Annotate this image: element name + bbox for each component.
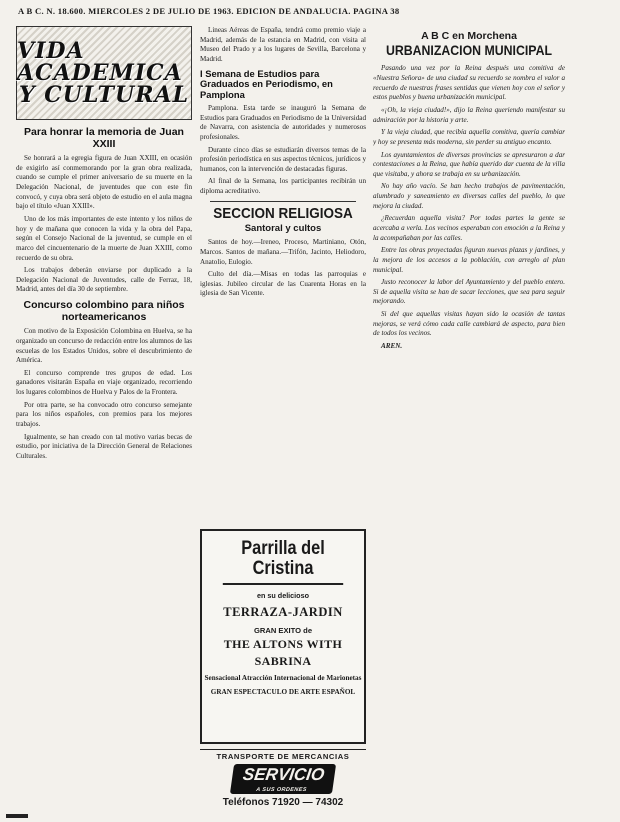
column-3: [373, 26, 565, 816]
logo-subtext: A SUS ORDENES: [255, 787, 308, 793]
ad-band-2: SABRINA: [254, 653, 312, 668]
ad-title: Parrilla del Cristina: [223, 539, 343, 585]
paragraph: Si del que aquellas visitas hayan sido la ocasión de tantas mejoras, se verá cómo cada calle cambiará de aspecto, para bien de todos los vecinos.: [373, 310, 565, 338]
byline: AREN.: [381, 342, 403, 351]
paragraph: Con motivo de la Exposición Colombina en Huelva, se ha organizado un concurso de redacción entre los alumnos de las escuelas de los Estados Unidos, sobre el descubrimiento de América.: [16, 327, 192, 365]
abc-en-morchena: A B C en Morchena: [421, 30, 517, 42]
ad-subtitle: en su delicioso: [257, 590, 309, 600]
ad-band-1: THE ALTONS WITH: [223, 636, 343, 651]
print-mark: [6, 814, 28, 818]
paragraph: Uno de los más importantes de este intento y los niños de hoy y de mañana que conocen la vida y la obra del Papa, según el Consejo Nacional de la juventud, se cumple en el marco del cincuentenario de la muerte de Juan XXIII, como recuerdo de su obra.: [16, 214, 192, 262]
paragraph: Pasando una vez por la Reina después una comitiva de «Nuestra Señora» de una ciudad su recuerdo se nombra el valor a recuerdo de nuestras frases sentidas que vienen hoy con el señor y estos pueblos y buena urbanización municipal.: [373, 64, 565, 102]
servicio-logo: [230, 764, 336, 794]
transport-heading: TRANSPORTE DE MERCANCIAS: [200, 749, 366, 761]
page-header: A B C. N. 18.600. MIERCOLES 2 DE JULIO DE 1963. EDICION DE ANDALUCIA. PAGINA 38: [18, 6, 400, 16]
paragraph: Pamplona. Esta tarde se inauguró la Semana de Estudios para Graduados en Periodismo de la Universidad de Navarra, con asistencia de autoridades y numerosos profesionales.: [200, 104, 366, 141]
column-2: [200, 26, 366, 526]
paragraph: Justo reconocer la labor del Ayuntamiento y del pueblo entero. Si de aquella visita se han de sacar lecciones, que sea para seguir mejorando.: [373, 278, 565, 306]
telephone-numbers: Teléfonos 71920 — 74302: [222, 797, 344, 808]
paragraph: El concurso comprende tres grupos de edad. Los ganadores visitarán España en viaje organizado, recorriendo los lugares colombinos de Huelva y Palos de la Frontera.: [16, 368, 192, 397]
banner-line-1: VIDA ACADEMICA: [17, 38, 183, 86]
paragraph: «¡Oh, la vieja ciudad!», dijo la Reina queriendo manifestar su admiración por la historia y arte.: [373, 105, 565, 124]
headline-urbanizacion: URBANIZACION MUNICIPAL: [385, 42, 553, 58]
paragraph: No hay año vacío. Se han hecho trabajos de pavimentación, alumbrado y saneamiento en diversas calles del pueblo, lo que mejora la ciudad.: [373, 182, 565, 210]
paragraph: Santos de hoy.—Ireneo, Proceso, Martiniano, Otón, Marcos. Santos de mañana.—Trifón, Jacinto, Heliodoro, Anatolio, Eulogio.: [200, 238, 366, 266]
banner-line-2: Y CULTURAL: [18, 82, 190, 108]
ad-terraza: TERRAZA-JARDIN: [223, 604, 343, 619]
advertisement-parrilla-cristina: [200, 529, 366, 744]
paragraph: Se honrará a la egregia figura de Juan XXIII, en ocasión de exigirlo así conmemorando por la gran obra realizada, cuando se cumple el primer aniversario de su muerte en la Delegación Nacional, de juventudes que con este fin convocó, y cuya obra será objeto de estudio en el aula magna bajo el título «Juan XXIII».: [16, 154, 192, 211]
logo-text: SERVICIO: [241, 765, 326, 784]
subheadline-santoral: Santoral y cultos: [244, 223, 322, 235]
ad-exito: GRAN EXITO de: [253, 625, 313, 635]
column-1: [16, 26, 192, 816]
divider: [210, 201, 356, 202]
ad-line-2: GRAN ESPECTACULO DE ARTE ESPAÑOL: [210, 688, 356, 697]
paragraph: Lineas Aéreas de España, tendrá como premio viaje a Madrid, además de la estancia en Madrid, con visita al Museo del Prado y a los lugares de Sevilla, Barcelona y Madrid.: [200, 26, 366, 63]
advertisement-transporte: [200, 749, 366, 819]
headline-concurso: Concurso colombino para niños norteamericanos: [23, 299, 185, 324]
paragraph: Los ayuntamientos de diversas provincias se apresuraron a dar contestaciones a la Reina, que había querido dar cuenta de la villa que visitaba, y ahora se trabaja en su urbanización.: [373, 150, 565, 178]
ad-line-1: Sensacional Atracción Internacional de Marionetas: [204, 673, 362, 682]
headline-seccion-religiosa: SECCION RELIGIOSA: [213, 204, 353, 222]
headline-semana-estudios: I Semana de Estudios para Graduados en Periodismo, en Pamplona: [200, 67, 333, 101]
paragraph: Igualmente, se han creado con tal motivo varias becas de estudio, por iniciativa de la Dirección General de Relaciones Culturales.: [16, 432, 192, 460]
section-banner: [16, 26, 192, 120]
paragraph: Durante cinco días se estudiarán diversos temas de la profesión periodística en sus aspectos técnicos, jurídicos y humanos, con la intervención de destacadas figuras.: [200, 145, 366, 173]
paragraph: Al final de la Semana, los participantes recibirán un diploma acreditativo.: [200, 177, 366, 196]
paragraph: Entre las obras proyectadas figuran nuevas plazas y jardines, y la mejora de los accesos a la población, con arreglo al plan municipal.: [373, 246, 565, 274]
headline-juan-xxiii: Para honrar la memoria de Juan XXIII: [24, 126, 184, 151]
paragraph: Y la vieja ciudad, que recibía aquella comitiva, quería cambiar y hoy se presenta más moderna, sin perder su antiguo encanto.: [373, 128, 565, 146]
paragraph: Culto del día.—Misas en todas las parroquias e iglesias. Jubileo circular de las Cuarenta Horas en la iglesia de San Vicente.: [200, 270, 366, 298]
paragraph: Los trabajos deberán enviarse por duplicado a la Delegación Nacional de Juventudes, calle de Ferraz, 18, Madrid, antes del día 30 de septiembre.: [16, 266, 192, 294]
paragraph: ¿Recuerdan aquella visita? Por todas partes la gente se acercaba a verla. Los vecinos esperaban con emoción a la Reina y la acompañaban por las calles.: [373, 214, 565, 242]
paragraph: Por otra parte, se ha convocado otro concurso semejante para los niños españoles, con premios para los mejores trabajos.: [16, 400, 192, 428]
